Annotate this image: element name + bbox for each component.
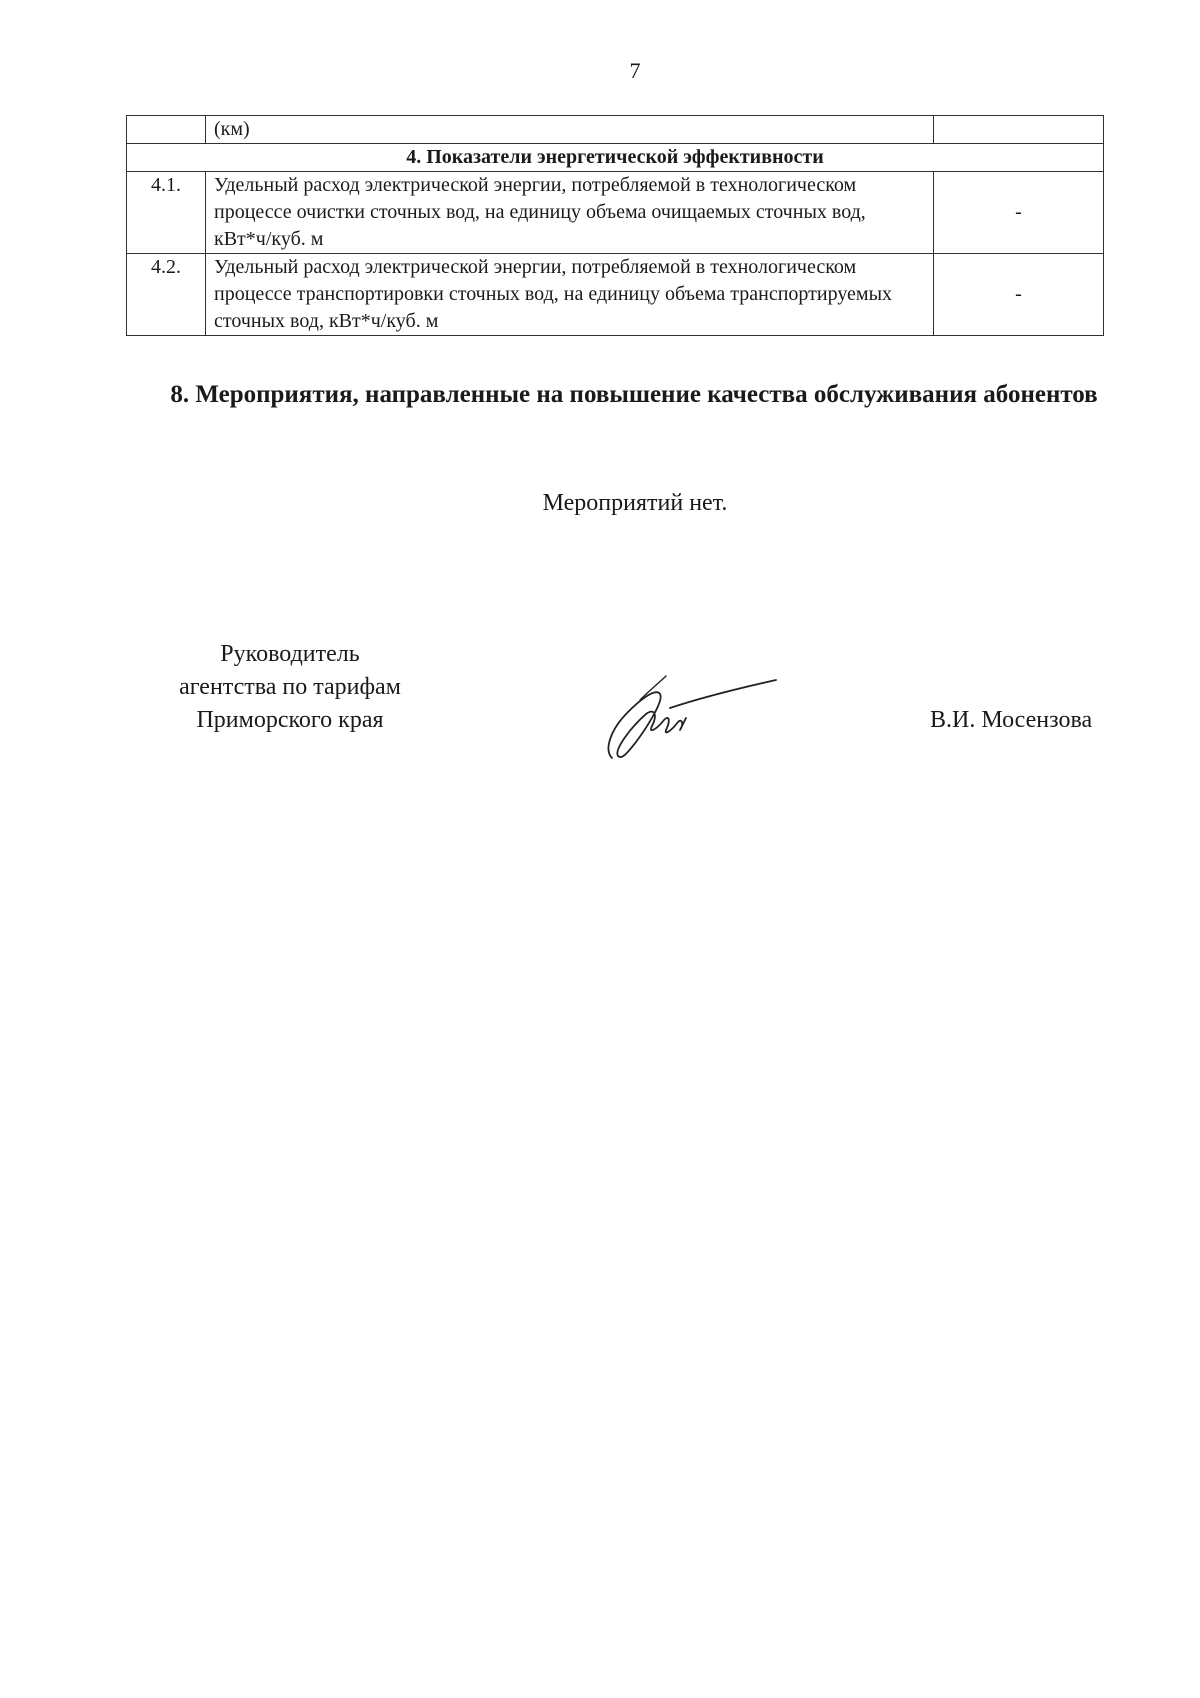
table-row [127,116,1104,144]
row-value: - [934,254,1104,336]
row-value [934,116,1104,144]
row-number [127,116,206,144]
row-value: - [934,172,1104,254]
section-body: Мероприятий нет. [542,490,728,516]
indicators-table [126,115,1104,336]
signer-position-line: Руководитель [220,641,360,667]
table-row [127,254,1104,336]
row-text: Удельный расход электрической энергии, потребляемой в технологическом процессе очистки сточных вод, на единицу объема очищаемых сточных вод, кВт*ч/куб. м [206,172,934,254]
signer-position-line: Приморского края [196,707,384,733]
row-number: 4.1. [127,172,206,254]
row-text: (км) [206,116,934,144]
row-number: 4.2. [127,254,206,336]
table-row [127,172,1104,254]
page-number: 7 [629,58,641,83]
signature-image [600,670,780,770]
table-section-row [127,144,1104,172]
section-header: 4. Показатели энергетической эффективности [127,144,1104,172]
signer-name: В.И. Мосензова [930,707,1093,733]
signer-position-line: агентства по тарифам [179,674,401,700]
row-text: Удельный расход электрической энергии, потребляемой в технологическом процессе транспортировки сточных вод, на единицу объема транспортируемых сточных вод, кВт*ч/куб. м [206,254,934,336]
signer-position [140,638,440,737]
section-title: 8. Мероприятия, направленные на повышение качества обслуживания абонентов [170,381,1098,408]
